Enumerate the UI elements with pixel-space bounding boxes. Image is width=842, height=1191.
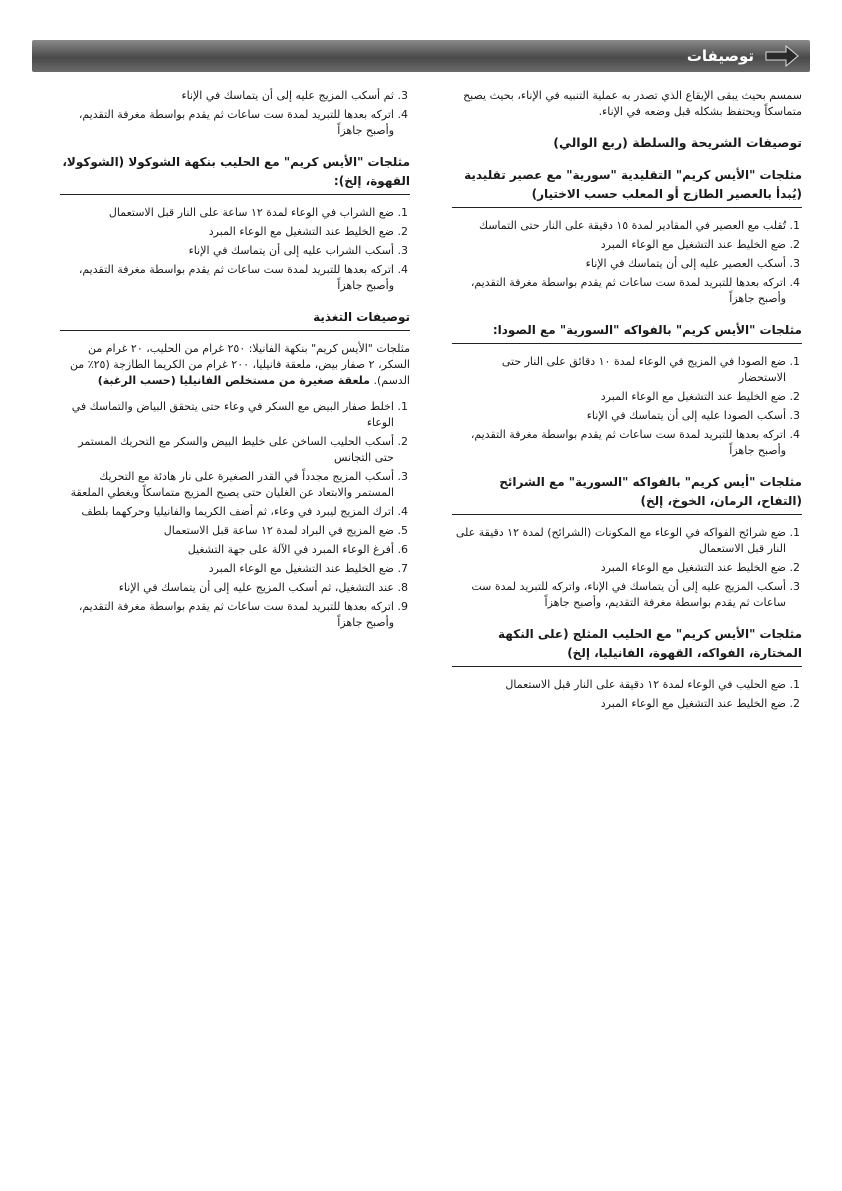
left-column bbox=[60, 88, 410, 641]
step-item: 3. أسكب المزيج عليه إلى أن يتماسك في الإناء، واتركه للتبريد لمدة ست ساعات ثم يقدم بواسطة مغرفة التقديم، وأصبح جاهزاً bbox=[452, 579, 786, 611]
step-item: 3. أسكب الصودا عليه إلى أن يتماسك في الإناء bbox=[452, 408, 786, 424]
recipe-steps bbox=[452, 354, 802, 459]
step-item: 4. اتركه بعدها للتبريد لمدة ست ساعات ثم يقدم بواسطة مغرفة التقديم، وأصبح جاهزاً bbox=[452, 427, 786, 459]
step-item: 4. اتركه بعدها للتبريد لمدة ست ساعات ثم يقدم بواسطة مغرفة التقديم، وأصبح جاهزاً bbox=[60, 262, 394, 294]
step-item: 2. أسكب الحليب الساخن على خليط البيض والسكر مع التحريك المستمر حتى التجانس bbox=[60, 434, 394, 466]
step-item: 3. أسكب العصير عليه إلى أن يتماسك في الإناء bbox=[452, 256, 786, 272]
recipe-steps bbox=[60, 399, 410, 631]
section-title: توصيفات التغذية bbox=[60, 308, 410, 331]
step-item: 2. ضع الخليط عند التشغيل مع الوعاء المبرد bbox=[452, 389, 786, 405]
step-item: 2. ضع الخليط عند التشغيل مع الوعاء المبرد bbox=[452, 696, 786, 712]
section-header-title: توصيفات bbox=[686, 47, 754, 65]
ingredients-paragraph bbox=[60, 341, 410, 389]
recipe-steps bbox=[60, 205, 410, 294]
step-item: 3. أسكب الشراب عليه إلى أن يتماسك في الإناء bbox=[60, 243, 394, 259]
ingredients-text: مثلجات "الأيس كريم" بنكهة الفانيلا: ٢٥٠ غرام من الحليب، ٢٠ غرام من السكر، ٢ صفار بيض، ملعقة فانيليا، ٢٠٠ غرام من الكريما الطازجة (٢٥٪ من الدسم). bbox=[69, 342, 410, 387]
ingredients-note: ملعقة صغيرة من مستخلص الفانيليا (حسب الرغبة) bbox=[97, 374, 370, 387]
right-column bbox=[452, 88, 802, 722]
step-item: 5. ضع المزيج في البراد لمدة ١٢ ساعة قبل الاستعمال bbox=[60, 523, 394, 539]
step-item: 1. ضع الشراب في الوعاء لمدة ١٢ ساعة على النار قبل الاستعمال bbox=[60, 205, 394, 221]
step-item: 4. اترك المزيج ليبرد في وعاء، ثم أضف الكريما والفانيليا وحركهما بلطف bbox=[60, 504, 394, 520]
step-item: 1. تُقلب مع العصير في المقادير لمدة ١٥ دقيقة على النار حتى التماسك bbox=[452, 218, 786, 234]
step-item: 7. ضع الخليط عند التشغيل مع الوعاء المبرد bbox=[60, 561, 394, 577]
step-item: 6. أفرغ الوعاء المبرد في الآلة على جهة التشغيل bbox=[60, 542, 394, 558]
recipe-title: مثلجات "الأيس كريم" التقليدية "سورية" مع عصير تقليدية (يُبدأ بالعصير الطازج أو المعلب حسب الاختيار) bbox=[452, 166, 802, 208]
recipe-steps bbox=[452, 677, 802, 712]
step-item: 2. ضع الخليط عند التشغيل مع الوعاء المبرد bbox=[60, 224, 394, 240]
recipe-title: مثلجات "الأيس كريم" مع الحليب بنكهة الشوكولا (الشوكولا، القهوة، إلخ): bbox=[60, 153, 410, 195]
step-item: 4. اتركه بعدها للتبريد لمدة ست ساعات ثم يقدم بواسطة مغرفة التقديم، وأصبح جاهزاً bbox=[452, 275, 786, 307]
recipe-steps bbox=[452, 525, 802, 611]
step-item: 1. ضع الحليب في الوعاء لمدة ١٢ دقيقة على النار قبل الاستعمال bbox=[452, 677, 786, 693]
step-item: 9. اتركه بعدها للتبريد لمدة ست ساعات ثم يقدم بواسطة مغرفة التقديم، وأصبح جاهزاً bbox=[60, 599, 394, 631]
step-item: 2. ضع الخليط عند التشغيل مع الوعاء المبرد bbox=[452, 560, 786, 576]
step-item: 1. ضع الصودا في المزيج في الوعاء لمدة ١٠ دقائق على النار حتى الاستحضار bbox=[452, 354, 786, 386]
step-item: 1. ضع شرائح الفواكه في الوعاء مع المكونات (الشرائح) لمدة ١٢ دقيقة على النار قبل الاستعمال bbox=[452, 525, 786, 557]
step-item: 3. أسكب المزيج مجدداً في القدر الصغيرة على نار هادئة مع التحريك المستمر والابتعاد عن الغليان حتى يصبح المزيج متماسكاً ويغطي الملعقة bbox=[60, 469, 394, 501]
continued-steps bbox=[60, 88, 410, 139]
step-item: 4. اتركه بعدها للتبريد لمدة ست ساعات ثم يقدم بواسطة مغرفة التقديم، وأصبح جاهزاً bbox=[60, 107, 394, 139]
step-item: 2. ضع الخليط عند التشغيل مع الوعاء المبرد bbox=[452, 237, 786, 253]
section-header-bar bbox=[32, 40, 810, 72]
step-item: 1. اخلط صفار البيض مع السكر في وعاء حتى يتحقق البياض والتماسك في الوعاء bbox=[60, 399, 394, 431]
recipe-title: مثلجات "أيس كريم" بالفواكه "السورية" مع الشرائح (التفاح، الرمان، الخوخ، إلخ) bbox=[452, 473, 802, 515]
step-item: 8. عند التشغيل، ثم أسكب المزيج عليه إلى أن يتماسك في الإناء bbox=[60, 580, 394, 596]
step-item: 3. ثم أسكب المزيج عليه إلى أن يتماسك في الإناء bbox=[60, 88, 394, 104]
intro-paragraph: سمسم بحيث يبقى الإيقاع الذي تصدر به عملية التنبيه في الإناء، بحيث يصبح متماسكاً ويحتفظ بشكله قبل وضعه في الإناء. bbox=[463, 89, 802, 118]
recipe-steps bbox=[452, 218, 802, 307]
recipe-title: مثلجات "الأيس كريم" مع الحليب المثلج (على النكهة المختارة، الفواكه، القهوة، الفانيليا، إلخ) bbox=[452, 625, 802, 667]
arrow-icon bbox=[764, 43, 800, 69]
section-title: توصيفات الشريحة والسلطة (ربع الوالي) bbox=[553, 135, 802, 150]
recipe-title: مثلجات "الأيس كريم" بالفواكه "السورية" مع الصودا: bbox=[452, 321, 802, 344]
